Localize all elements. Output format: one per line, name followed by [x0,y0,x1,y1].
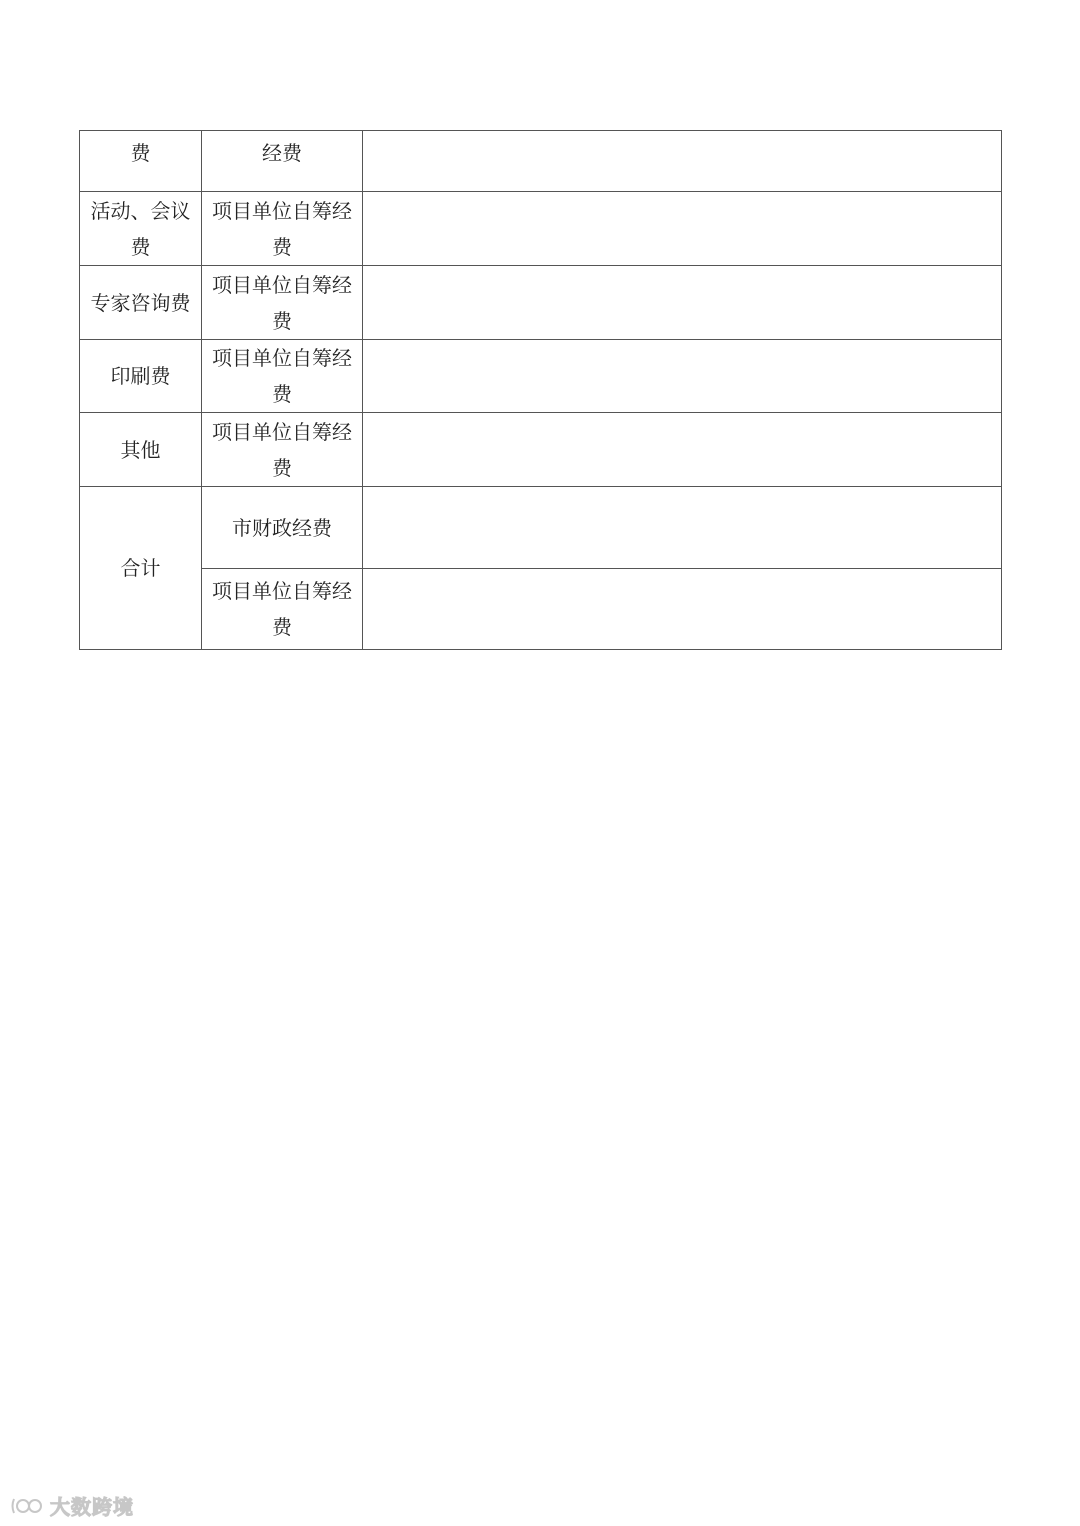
source-cell: 项目单位自筹经费 [202,569,363,650]
table-row [80,131,1002,192]
table-row [80,569,1002,650]
amount-cell [363,487,1002,569]
amount-cell [363,266,1002,340]
source-cell: 项目单位自筹经费 [202,266,363,340]
category-cell: 印刷费 [80,340,202,413]
source-cell: 项目单位自筹经费 [202,413,363,487]
source-cell: 项目单位自筹经费 [202,192,363,266]
table-row [80,266,1002,340]
source-cell: 市财政经费 [202,487,363,569]
watermark-text: 大数跨境 [50,1495,134,1519]
amount-cell [363,131,1002,192]
amount-cell [363,340,1002,413]
brand-logo-icon [10,1495,44,1517]
total-label-cell: 合计 [80,487,202,650]
amount-cell [363,413,1002,487]
source-cell: 项目单位自筹经费 [202,340,363,413]
table-row [80,413,1002,487]
amount-cell [363,192,1002,266]
table-row [80,192,1002,266]
watermark [10,1491,134,1520]
category-cell: 专家咨询费 [80,266,202,340]
table-row [80,340,1002,413]
amount-cell [363,569,1002,650]
category-cell: 其他 [80,413,202,487]
table-row [80,487,1002,569]
source-cell: 经费 [202,131,363,192]
budget-table [79,130,1002,650]
category-cell: 活动、会议费 [80,192,202,266]
category-cell: 费 [80,131,202,192]
